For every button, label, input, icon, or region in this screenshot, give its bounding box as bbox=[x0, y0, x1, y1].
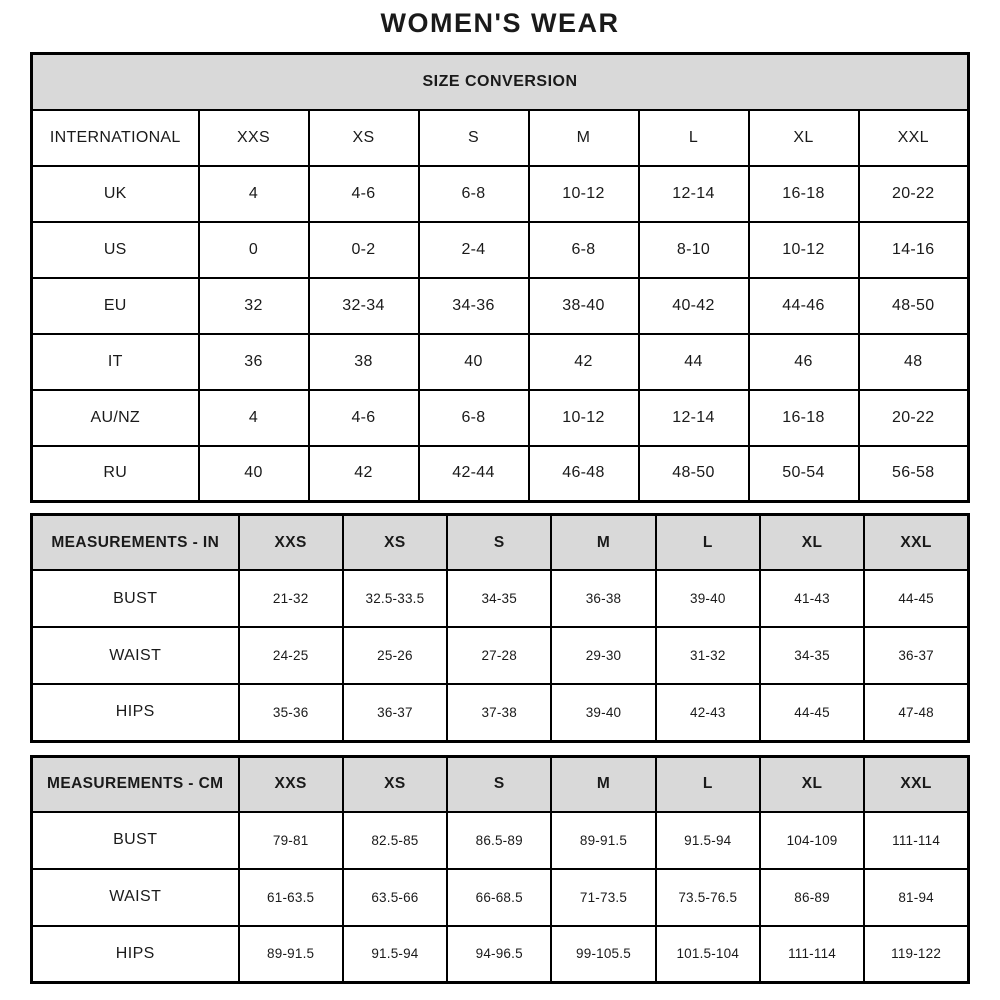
value-cell: 36-37 bbox=[864, 627, 968, 684]
value-cell: 8-10 bbox=[639, 222, 749, 278]
value-cell: 6-8 bbox=[419, 390, 529, 446]
size-column-header: XXS bbox=[239, 515, 343, 571]
size-column-header: XXL bbox=[864, 756, 968, 812]
value-cell: 79-81 bbox=[239, 812, 343, 869]
value-cell: 34-36 bbox=[419, 278, 529, 334]
value-cell: 46 bbox=[749, 334, 859, 390]
value-cell: 36-38 bbox=[551, 570, 655, 627]
value-cell: 36-37 bbox=[343, 684, 447, 741]
value-cell: 10-12 bbox=[749, 222, 859, 278]
value-cell: 38-40 bbox=[529, 278, 639, 334]
table-row bbox=[32, 222, 969, 278]
value-cell: 56-58 bbox=[859, 446, 969, 502]
value-cell: 21-32 bbox=[239, 570, 343, 627]
page-title: WOMEN'S WEAR bbox=[380, 8, 620, 38]
size-conversion-table bbox=[30, 52, 970, 503]
size-conversion-body bbox=[32, 166, 969, 502]
size-column-header: XXS bbox=[239, 756, 343, 812]
value-cell: 99-105.5 bbox=[551, 926, 655, 983]
value-cell: 10-12 bbox=[529, 390, 639, 446]
value-cell: 4-6 bbox=[309, 390, 419, 446]
value-cell: 32-34 bbox=[309, 278, 419, 334]
value-cell: 6-8 bbox=[529, 222, 639, 278]
value-cell: 39-40 bbox=[656, 570, 760, 627]
value-cell: 82.5-85 bbox=[343, 812, 447, 869]
value-cell: 16-18 bbox=[749, 166, 859, 222]
value-cell: 16-18 bbox=[749, 390, 859, 446]
value-cell: 91.5-94 bbox=[656, 812, 760, 869]
value-cell: 48-50 bbox=[639, 446, 749, 502]
value-cell: 20-22 bbox=[859, 166, 969, 222]
value-cell: 34-35 bbox=[760, 627, 864, 684]
measurements-cm-table bbox=[30, 755, 970, 985]
size-column-header: M bbox=[551, 756, 655, 812]
size-conversion-columns-row bbox=[32, 110, 969, 166]
table-row bbox=[32, 278, 969, 334]
table-row bbox=[32, 390, 969, 446]
size-column-header: L bbox=[639, 110, 749, 166]
value-cell: 61-63.5 bbox=[239, 869, 343, 926]
size-column-header: XL bbox=[760, 515, 864, 571]
row-label: HIPS bbox=[32, 684, 239, 741]
value-cell: 94-96.5 bbox=[447, 926, 551, 983]
size-column-header: S bbox=[447, 756, 551, 812]
row-label: US bbox=[32, 222, 199, 278]
table-row bbox=[32, 684, 969, 741]
value-cell: 89-91.5 bbox=[239, 926, 343, 983]
size-column-header: S bbox=[447, 515, 551, 571]
corner-header: INTERNATIONAL bbox=[32, 110, 199, 166]
table-row bbox=[32, 334, 969, 390]
value-cell: 42-43 bbox=[656, 684, 760, 741]
value-cell: 91.5-94 bbox=[343, 926, 447, 983]
measurements-in-body bbox=[32, 570, 969, 741]
table-row bbox=[32, 812, 969, 869]
value-cell: 4-6 bbox=[309, 166, 419, 222]
value-cell: 2-4 bbox=[419, 222, 529, 278]
row-label: AU/NZ bbox=[32, 390, 199, 446]
value-cell: 46-48 bbox=[529, 446, 639, 502]
value-cell: 0 bbox=[199, 222, 309, 278]
size-column-header: XS bbox=[343, 756, 447, 812]
value-cell: 25-26 bbox=[343, 627, 447, 684]
size-column-header: XXL bbox=[864, 515, 968, 571]
measurements-in-table bbox=[30, 513, 970, 743]
table-row bbox=[32, 926, 969, 983]
value-cell: 101.5-104 bbox=[656, 926, 760, 983]
value-cell: 44-45 bbox=[760, 684, 864, 741]
value-cell: 86.5-89 bbox=[447, 812, 551, 869]
value-cell: 71-73.5 bbox=[551, 869, 655, 926]
measurements-in-header-row bbox=[32, 515, 969, 571]
row-label: RU bbox=[32, 446, 199, 502]
value-cell: 4 bbox=[199, 166, 309, 222]
value-cell: 44-45 bbox=[864, 570, 968, 627]
value-cell: 111-114 bbox=[760, 926, 864, 983]
value-cell: 12-14 bbox=[639, 166, 749, 222]
value-cell: 89-91.5 bbox=[551, 812, 655, 869]
value-cell: 44-46 bbox=[749, 278, 859, 334]
size-conversion-header: SIZE CONVERSION bbox=[32, 54, 969, 110]
value-cell: 44 bbox=[639, 334, 749, 390]
measurements-header: MEASUREMENTS - CM bbox=[32, 756, 239, 812]
value-cell: 47-48 bbox=[864, 684, 968, 741]
size-column-header: M bbox=[551, 515, 655, 571]
row-label: EU bbox=[32, 278, 199, 334]
table-row bbox=[32, 627, 969, 684]
value-cell: 40 bbox=[199, 446, 309, 502]
value-cell: 34-35 bbox=[447, 570, 551, 627]
value-cell: 42-44 bbox=[419, 446, 529, 502]
value-cell: 40-42 bbox=[639, 278, 749, 334]
value-cell: 35-36 bbox=[239, 684, 343, 741]
value-cell: 111-114 bbox=[864, 812, 968, 869]
size-column-header: XS bbox=[309, 110, 419, 166]
size-column-header: XS bbox=[343, 515, 447, 571]
value-cell: 86-89 bbox=[760, 869, 864, 926]
value-cell: 27-28 bbox=[447, 627, 551, 684]
row-label: BUST bbox=[32, 570, 239, 627]
value-cell: 119-122 bbox=[864, 926, 968, 983]
value-cell: 42 bbox=[529, 334, 639, 390]
value-cell: 39-40 bbox=[551, 684, 655, 741]
row-label: IT bbox=[32, 334, 199, 390]
value-cell: 81-94 bbox=[864, 869, 968, 926]
size-column-header: S bbox=[419, 110, 529, 166]
value-cell: 37-38 bbox=[447, 684, 551, 741]
value-cell: 6-8 bbox=[419, 166, 529, 222]
size-column-header: M bbox=[529, 110, 639, 166]
size-conversion-band-row bbox=[32, 54, 969, 110]
row-label: BUST bbox=[32, 812, 239, 869]
value-cell: 104-109 bbox=[760, 812, 864, 869]
value-cell: 32.5-33.5 bbox=[343, 570, 447, 627]
value-cell: 4 bbox=[199, 390, 309, 446]
row-label: WAIST bbox=[32, 869, 239, 926]
value-cell: 50-54 bbox=[749, 446, 859, 502]
value-cell: 29-30 bbox=[551, 627, 655, 684]
measurements-cm-header-row bbox=[32, 756, 969, 812]
value-cell: 41-43 bbox=[760, 570, 864, 627]
value-cell: 38 bbox=[309, 334, 419, 390]
size-column-header: L bbox=[656, 515, 760, 571]
value-cell: 63.5-66 bbox=[343, 869, 447, 926]
table-row bbox=[32, 166, 969, 222]
value-cell: 12-14 bbox=[639, 390, 749, 446]
size-column-header: XXL bbox=[859, 110, 969, 166]
value-cell: 66-68.5 bbox=[447, 869, 551, 926]
measurements-cm-body bbox=[32, 812, 969, 983]
row-label: WAIST bbox=[32, 627, 239, 684]
value-cell: 48 bbox=[859, 334, 969, 390]
row-label: HIPS bbox=[32, 926, 239, 983]
value-cell: 36 bbox=[199, 334, 309, 390]
size-column-header: XL bbox=[760, 756, 864, 812]
value-cell: 24-25 bbox=[239, 627, 343, 684]
measurements-header: MEASUREMENTS - IN bbox=[32, 515, 239, 571]
value-cell: 31-32 bbox=[656, 627, 760, 684]
value-cell: 14-16 bbox=[859, 222, 969, 278]
size-column-header: XL bbox=[749, 110, 859, 166]
value-cell: 42 bbox=[309, 446, 419, 502]
value-cell: 32 bbox=[199, 278, 309, 334]
value-cell: 0-2 bbox=[309, 222, 419, 278]
row-label: UK bbox=[32, 166, 199, 222]
value-cell: 73.5-76.5 bbox=[656, 869, 760, 926]
table-row bbox=[32, 869, 969, 926]
size-column-header: L bbox=[656, 756, 760, 812]
size-column-header: XXS bbox=[199, 110, 309, 166]
value-cell: 48-50 bbox=[859, 278, 969, 334]
table-row bbox=[32, 446, 969, 502]
value-cell: 20-22 bbox=[859, 390, 969, 446]
value-cell: 40 bbox=[419, 334, 529, 390]
value-cell: 10-12 bbox=[529, 166, 639, 222]
table-row bbox=[32, 570, 969, 627]
